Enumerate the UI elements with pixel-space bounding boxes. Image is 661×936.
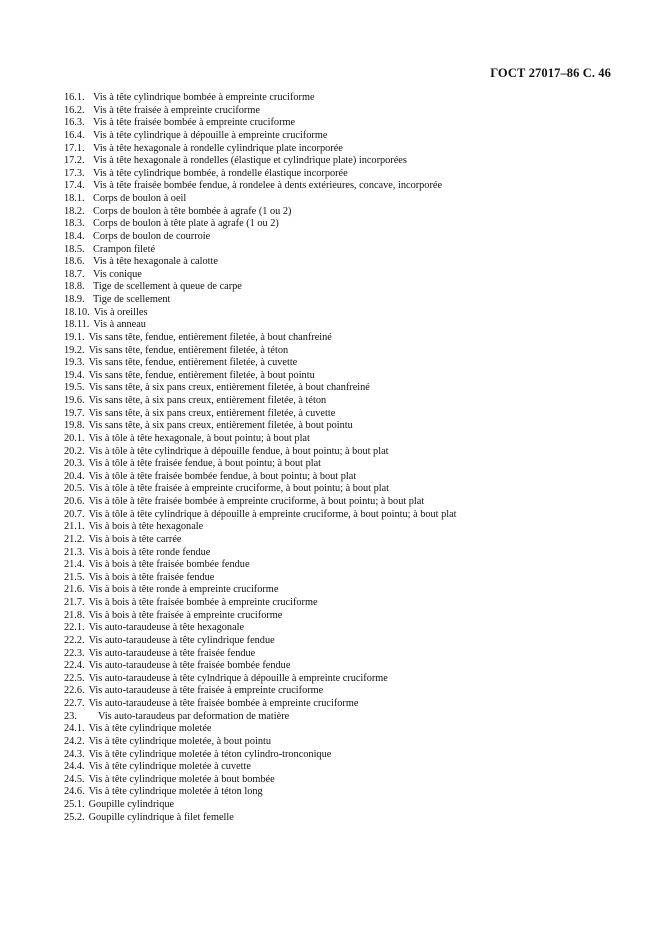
list-item	[64, 206, 624, 219]
item-number: 18.5.	[64, 243, 85, 255]
item-number: 16.3.	[64, 117, 85, 129]
item-text: Vis à tête fraisée à empreinte cruciforme	[93, 104, 260, 116]
list-item	[64, 736, 624, 749]
item-number: 18.7.	[64, 268, 85, 280]
list-item	[64, 786, 624, 799]
item-number: 21.3.	[64, 546, 85, 558]
item-number: 24.3.	[64, 748, 85, 760]
item-text: Vis à tôle à tête fraisée bombée à empreinte cruciforme, à bout pointu; à bout plat	[88, 496, 425, 507]
list-item	[64, 534, 624, 547]
item-text: Vis à tête cylindrique moletée, à bout pointu	[88, 735, 271, 747]
list-item	[64, 774, 624, 787]
list-item	[64, 244, 624, 257]
item-text: Vis auto-taraudeuse à tête fraisée fendue	[88, 647, 256, 659]
item-text: Vis à tête hexagonale à calotte	[93, 256, 218, 268]
item-number: 21.1.	[64, 521, 85, 533]
item-text: Vis à bois à tête ronde à empreinte cruciforme	[88, 584, 279, 596]
item-number: 19.5.	[64, 382, 85, 394]
list-item	[64, 496, 624, 509]
list-item	[64, 370, 624, 383]
item-text: Vis à bois à tête hexagonale	[88, 521, 204, 533]
item-text: Vis sans tête, fendue, entièrement filetée, à téton	[88, 344, 289, 356]
item-number: 19.4.	[64, 369, 85, 381]
item-text: Vis auto-taraudeuse à tête fraisée bombée à empreinte cruciforme	[88, 698, 359, 709]
item-number: 18.2.	[64, 205, 85, 217]
item-number: 18.3.	[64, 218, 85, 230]
item-number: 22.5.	[64, 672, 85, 684]
list-item	[64, 799, 624, 812]
item-text: Corps de boulon à oeil	[93, 193, 187, 204]
item-number: 20.3.	[64, 458, 85, 470]
list-item	[64, 698, 624, 711]
item-number: 24.2.	[64, 735, 85, 747]
list-item	[64, 382, 624, 395]
list-item	[64, 673, 624, 686]
list-item	[64, 584, 624, 597]
item-text: Vis à bois à tête fraisée bombée à empreinte cruciforme	[88, 597, 318, 608]
item-number: 16.1.	[64, 92, 85, 103]
item-number: 20.4.	[64, 470, 85, 482]
list-item	[64, 812, 624, 825]
item-text: Goupille cylindrique à filet femelle	[88, 811, 234, 823]
item-text: Vis auto-taraudeuse à tête hexagonale	[88, 622, 245, 634]
list-item	[64, 357, 624, 370]
item-text: Vis sans tête, à six pans creux, entièrement filetée, à bout chanfreiné	[88, 382, 370, 394]
item-number: 17.4.	[64, 180, 85, 192]
item-text: Vis auto-taraudeuse à tête cylndrique à dépouille à empreinte cruciforme	[88, 672, 388, 684]
item-text: Vis conique	[93, 268, 142, 280]
item-number: 18.6.	[64, 256, 85, 268]
item-text: Vis à tête cylindrique moletée à téton long	[88, 786, 263, 798]
list-item	[64, 509, 624, 522]
list-item	[64, 105, 624, 118]
item-text: Vis à bois à tête fraisée à empreinte cruciforme	[88, 609, 283, 621]
list-item	[64, 660, 624, 673]
list-item	[64, 433, 624, 446]
item-text: Vis sans tête, fendue, entièrement filetée, à bout chanfreiné	[88, 331, 332, 343]
item-number: 23.	[64, 710, 77, 722]
item-number: 19.2.	[64, 344, 85, 356]
list-item	[64, 319, 624, 332]
item-text: Vis à tête cylindrique à dépouille à empreinte cruciforme	[93, 129, 328, 141]
item-text: Vis à tête cylindrique moletée	[88, 723, 212, 735]
item-text: Vis à tête cylindrique bombée, à rondelle élastique incorporée	[93, 167, 348, 179]
item-number: 18.10.	[64, 306, 90, 318]
item-text: Vis sans tête, fendue, entièrement filetée, à bout pointu	[88, 369, 315, 381]
list-item	[64, 307, 624, 320]
item-number: 17.1.	[64, 142, 85, 154]
list-item	[64, 408, 624, 421]
item-number: 20.1.	[64, 432, 85, 444]
list-item	[64, 395, 624, 408]
list-item	[64, 180, 624, 193]
item-text: Vis à tête cylindrique bombée à empreinte cruciforme	[93, 92, 315, 103]
list-item	[64, 471, 624, 484]
item-text: Vis à tête hexagonale à rondelles (élastique et cylindrique plate) incorporées	[93, 155, 407, 167]
list-item	[64, 143, 624, 156]
list-item	[64, 458, 624, 471]
list-item	[64, 572, 624, 585]
list-item	[64, 218, 624, 231]
list-item	[64, 420, 624, 433]
item-number: 19.7.	[64, 407, 85, 419]
item-number: 18.9.	[64, 294, 85, 305]
item-text: Vis à bois à tête carrée	[88, 533, 182, 545]
list-item	[64, 269, 624, 282]
item-number: 24.5.	[64, 773, 85, 785]
list-item	[64, 635, 624, 648]
item-number: 20.6.	[64, 496, 85, 507]
item-number: 22.7.	[64, 698, 85, 709]
item-number: 22.2.	[64, 634, 85, 646]
item-text: Vis auto-taraudeuse à tête fraisée bombée fendue	[88, 660, 291, 672]
item-number: 18.1.	[64, 193, 85, 204]
list-item	[64, 92, 624, 105]
list-item	[64, 521, 624, 534]
entry-list	[64, 92, 624, 824]
item-number: 19.3.	[64, 357, 85, 369]
list-item	[64, 761, 624, 774]
list-item	[64, 294, 624, 307]
item-text: Vis à anneau	[93, 319, 146, 331]
item-number: 21.2.	[64, 533, 85, 545]
list-item	[64, 155, 624, 168]
list-item	[64, 332, 624, 345]
list-item	[64, 749, 624, 762]
item-text: Vis à oreilles	[93, 306, 148, 318]
item-number: 22.1.	[64, 622, 85, 634]
list-item	[64, 597, 624, 610]
item-number: 20.5.	[64, 483, 85, 495]
list-item	[64, 622, 624, 635]
item-number: 21.7.	[64, 597, 85, 608]
item-text: Vis à tête cylindrique moletée à bout bombée	[88, 773, 275, 785]
item-number: 18.4.	[64, 230, 85, 242]
list-item	[64, 281, 624, 294]
list-item	[64, 483, 624, 496]
item-number: 19.8.	[64, 420, 85, 432]
item-text: Tige de scellement	[93, 294, 171, 305]
item-text: Goupille cylindrique	[88, 799, 175, 810]
item-number: 17.2.	[64, 155, 85, 167]
list-item	[64, 648, 624, 661]
item-number: 16.2.	[64, 104, 85, 116]
item-text: Vis à tôle à tête fraisée bombée fendue, à bout pointu; à bout plat	[88, 470, 357, 482]
item-text: Vis à tôle à tête hexagonale, à bout pointu; à bout plat	[88, 432, 310, 444]
item-number: 21.4.	[64, 559, 85, 571]
item-number: 19.6.	[64, 395, 85, 406]
list-item	[64, 256, 624, 269]
item-number: 22.4.	[64, 660, 85, 672]
item-number: 22.6.	[64, 685, 85, 697]
item-number: 21.6.	[64, 584, 85, 596]
item-text: Corps de boulon à tête bombée à agrafe (1 ou 2)	[93, 205, 292, 217]
item-text: Vis à tête hexagonale à rondelle cylindrique plate incorporée	[93, 142, 343, 154]
item-text: Vis à tête fraisée bombée à empreinte cruciforme	[93, 117, 296, 129]
item-text: Vis à bois à tête fraisée bombée fendue	[88, 559, 250, 571]
item-number: 19.1.	[64, 331, 85, 343]
item-text: Vis à tête fraisée bombée fendue, à rondelee à dents extérieures, concave, incorporée	[93, 180, 443, 192]
item-text: Vis à tête cylindrique moletée à téton cylindro-tronconique	[88, 748, 332, 760]
item-number: 16.4.	[64, 129, 85, 141]
item-text: Vis à tôle à tête cylindrique à dépouille à empreinte cruciforme, à bout pointu; à bout plat	[88, 508, 457, 520]
item-number: 21.5.	[64, 571, 85, 583]
item-number: 24.4.	[64, 761, 85, 773]
item-text: Vis sans tête, fendue, entièrement filetée, à cuvette	[88, 357, 298, 369]
item-number: 22.3.	[64, 647, 85, 659]
list-item	[64, 231, 624, 244]
list-item	[64, 723, 624, 736]
item-text: Vis à tôle à tête fraisée fendue, à bout pointu; à bout plat	[88, 458, 322, 470]
list-item	[64, 446, 624, 459]
list-item	[64, 168, 624, 181]
item-text: Vis à tôle à tête cylindrique à dépouille fendue, à bout pointu; à bout plat	[88, 445, 389, 457]
item-text: Vis à bois à tête ronde fendue	[88, 546, 211, 558]
item-number: 20.2.	[64, 445, 85, 457]
page-header: ГОСТ 27017–86 С. 46	[490, 66, 611, 80]
item-text: Vis auto-taraudeus par deformation de matière	[98, 710, 290, 722]
list-item	[64, 193, 624, 206]
item-number: 24.1.	[64, 723, 85, 735]
list-item	[64, 547, 624, 560]
item-text: Vis sans tête, à six pans creux, entièrement filetée, à bout pointu	[88, 420, 353, 432]
item-number: 18.8.	[64, 281, 85, 293]
item-text: Vis à tête cylindrique moletée à cuvette	[88, 761, 251, 773]
list-item	[64, 610, 624, 623]
item-number: 21.8.	[64, 609, 85, 621]
item-number: 25.2.	[64, 811, 85, 823]
list-item	[64, 117, 624, 130]
list-item	[64, 130, 624, 143]
item-text: Vis sans tête, à six pans creux, entièrement filetée, à cuvette	[88, 407, 336, 419]
item-text: Tige de scellement à queue de carpe	[93, 281, 242, 293]
item-text: Corps de boulon de courroie	[93, 230, 211, 242]
item-number: 17.3.	[64, 167, 85, 179]
item-number: 18.11.	[64, 319, 90, 331]
list-item	[64, 559, 624, 572]
item-text: Vis sans tête, à six pans creux, entièrement filetée, à téton	[88, 395, 327, 406]
item-number: 20.7.	[64, 508, 85, 520]
list-item	[64, 711, 624, 724]
item-text: Vis auto-taraudeuse à tête fraisée à empreinte cruciforme	[88, 685, 324, 697]
item-number: 25.1.	[64, 799, 85, 810]
item-text: Vis auto-taraudeuse à tête cylindrique fendue	[88, 634, 275, 646]
item-number: 24.6.	[64, 786, 85, 798]
item-text: Vis à tôle à tête fraisée à empreinte cruciforme, à bout pointu; à bout plat	[88, 483, 390, 495]
list-item	[64, 345, 624, 358]
item-text: Vis à bois à tête fraisée fendue	[88, 571, 215, 583]
item-text: Corps de boulon à tête plate à agrafe (1 ou 2)	[93, 218, 279, 230]
list-item	[64, 685, 624, 698]
item-text: Crampon fileté	[93, 243, 156, 255]
